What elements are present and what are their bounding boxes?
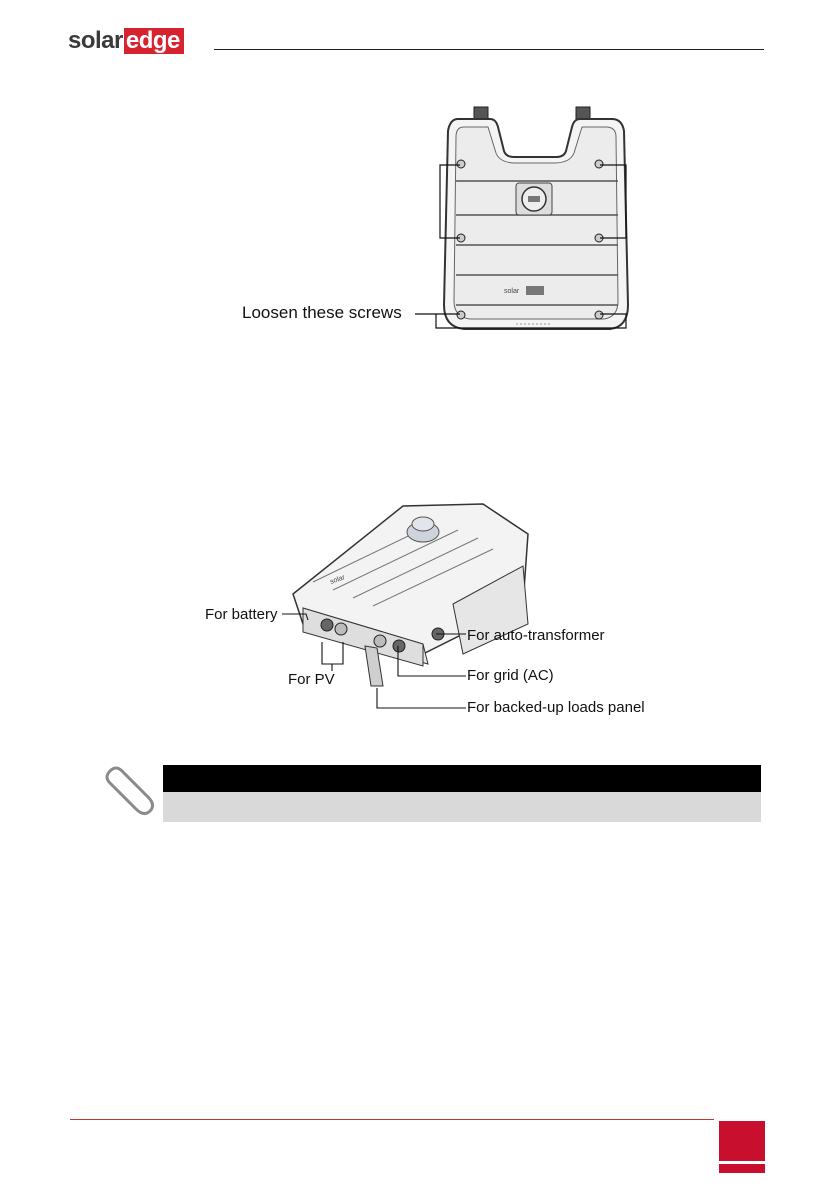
label-for-grid: For grid (AC) [467, 667, 554, 684]
label-for-pv: For PV [288, 671, 335, 688]
loosen-screws-label: Loosen these screws [242, 303, 402, 322]
label-for-battery: For battery [205, 606, 278, 623]
label-for-backed-up-loads: For backed-up loads panel [467, 699, 645, 716]
note-header [163, 765, 761, 792]
label-for-auto-transformer: For auto-transformer [467, 627, 605, 644]
note-box [163, 765, 761, 822]
svg-text:solar: solar [329, 574, 346, 586]
note-body [163, 792, 761, 822]
footer-rule [70, 1119, 714, 1120]
paperclip-icon [100, 765, 160, 825]
logo-solar-text: solar [68, 27, 123, 54]
svg-text:solar: solar [504, 288, 520, 295]
page-number-tab [719, 1121, 765, 1161]
logo-edge-text: edge [124, 28, 184, 54]
page-tab-accent [719, 1164, 765, 1173]
